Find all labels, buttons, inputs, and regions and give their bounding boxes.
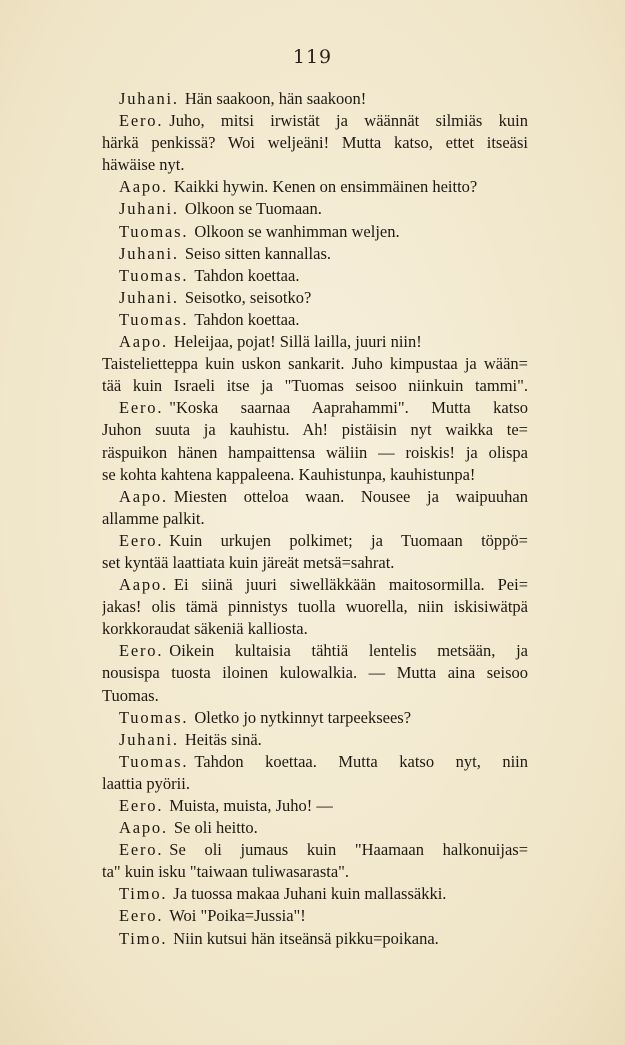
speaker-name: Tuomas. <box>119 707 189 727</box>
text-line <box>102 640 528 662</box>
speaker-name: Eero. <box>119 398 164 418</box>
speaker-name: Juhani. <box>119 729 179 749</box>
text-line <box>102 397 528 419</box>
speaker-name: Eero. <box>119 641 164 661</box>
text-line <box>102 464 528 486</box>
line-text: Tahdon koettaa. <box>194 265 300 285</box>
text-line <box>102 773 528 795</box>
speaker-name: Aapo. <box>119 177 168 197</box>
line-text: Olkoon se wanhimman weljen. <box>194 221 400 241</box>
text-line <box>102 883 528 905</box>
text-line <box>102 486 528 508</box>
line-text: Niin kutsui hän itseänsä pikku=poikana. <box>173 928 439 948</box>
text-line <box>102 574 528 596</box>
text-line <box>102 353 528 375</box>
line-text: ta" kuin isku "taiwaan tuliwasarasta". <box>102 862 350 882</box>
text-line <box>102 839 528 861</box>
line-text: Taistelietteppa kuin uskon sankarit. Juho kimpustaa ja wään= <box>102 354 528 374</box>
text-line <box>102 707 528 729</box>
text-line <box>102 729 528 751</box>
text-line <box>102 928 528 950</box>
speaker-name: Tuomas. <box>119 751 189 771</box>
text-line <box>102 243 528 265</box>
text-line <box>102 662 528 684</box>
line-text: allamme palkit. <box>102 508 205 528</box>
text-line <box>102 375 528 397</box>
line-text: tää kuin Israeli itse ja "Tuomas seisoo niinkuin tammi". <box>102 376 528 396</box>
text-line <box>102 861 528 883</box>
text-line <box>102 176 528 198</box>
text-line <box>102 265 528 287</box>
line-text: härkä penkissä? Woi weljeäni! Mutta katso, ettet itseäsi <box>102 133 528 153</box>
line-text: Juhon suuta ja kauhistu. Ah! pistäisin nyt waikka te= <box>102 420 528 440</box>
line-text: Se oli jumaus kuin "Haamaan halkonuijas= <box>169 840 528 860</box>
line-text: Kaikki hywin. Kenen on ensimmäinen heitto? <box>173 177 478 197</box>
text-line <box>102 419 528 441</box>
line-text: Olkoon se Tuomaan. <box>184 199 322 219</box>
speaker-name: Tuomas. <box>119 265 189 285</box>
line-text: set kyntää laattiata kuin järeät metsä=sahrat. <box>102 552 395 572</box>
speaker-name: Eero. <box>119 111 164 131</box>
line-text: nousispa tuosta iloinen kulowalkia. — Mutta aina seisoo <box>102 663 528 683</box>
line-text: se kohta kahtena kappaleena. Kauhistunpa, kauhistunpa! <box>102 464 476 484</box>
speaker-name: Eero. <box>119 530 164 550</box>
text-line <box>102 596 528 618</box>
line-text: Ja tuossa makaa Juhani kuin mallassäkki. <box>173 884 447 904</box>
text-line <box>102 795 528 817</box>
speaker-name: Aapo. <box>119 818 168 838</box>
speaker-name: Eero. <box>119 840 164 860</box>
speaker-name: Eero. <box>119 796 164 815</box>
speaker-name: Tuomas. <box>119 309 189 329</box>
page-number: 119 <box>292 46 333 68</box>
text-line <box>102 817 528 839</box>
text-line <box>102 905 528 927</box>
text-line <box>102 221 528 243</box>
line-text: Ei siinä juuri siwelläkkään maitosormilla. Pei= <box>173 575 528 595</box>
line-text: Miesten otteloa waan. Nousee ja waipuuhan <box>173 486 528 506</box>
line-text: Oikein kultaisia tähtiä lentelis metsään, ja <box>169 641 528 661</box>
text-line <box>102 552 528 574</box>
line-text: Oletko jo nytkinnyt tarpeeksees? <box>194 707 412 727</box>
line-text: Heitäs sinä. <box>184 729 262 749</box>
line-text: Kuin urkujen polkimet; ja Tuomaan töppö= <box>169 530 528 550</box>
text-line <box>102 618 528 640</box>
line-text: korkkoraudat säkeniä kalliosta. <box>102 619 308 639</box>
speaker-name: Juhani. <box>119 199 179 219</box>
text-line <box>102 331 528 353</box>
line-text: Heleijaa, pojat! Sillä lailla, juuri niin! <box>173 332 422 352</box>
line-text: Muista, muista, Juho! — <box>169 796 333 815</box>
line-text: Tahdon koettaa. Mutta katso nyt, niin <box>194 751 528 771</box>
speaker-name: Aapo. <box>119 332 168 352</box>
speaker-name: Juhani. <box>119 243 179 263</box>
speaker-name: Eero. <box>119 906 164 926</box>
line-text: Seisotko, seisotko? <box>184 287 312 307</box>
line-text: Se oli heitto. <box>173 818 258 838</box>
text-line <box>102 154 528 176</box>
speaker-name: Timo. <box>119 928 168 948</box>
text-line <box>102 198 528 220</box>
line-text: laattia pyörii. <box>102 773 190 793</box>
speaker-name: Tuomas. <box>119 221 189 241</box>
line-text: Tuomas. <box>102 685 159 705</box>
line-text: räspuikon hänen hampaittensa wäliin — roiskis! ja olispa <box>102 442 528 462</box>
speaker-name: Aapo. <box>119 486 168 506</box>
line-text: Juho, mitsi irwistät ja wäännät silmiäs kuin <box>169 111 528 131</box>
text-line <box>102 287 528 309</box>
text-line <box>102 530 528 552</box>
line-text: "Koska saarnaa Aaprahammi". Mutta katso <box>169 398 528 418</box>
line-text: Hän saakoon, hän saakoon! <box>184 89 367 108</box>
text-line <box>102 751 528 773</box>
text-line <box>102 442 528 464</box>
text-line <box>102 508 528 530</box>
line-text: häwäise nyt. <box>102 155 185 175</box>
text-line <box>102 309 528 331</box>
text-line <box>102 132 528 154</box>
text-line <box>102 88 528 110</box>
line-text: jakas! olis tämä pinnistys tuolla wuorella, niin iskisiwätpä <box>102 597 528 617</box>
speaker-name: Timo. <box>119 884 168 904</box>
line-text: Seiso sitten kannallas. <box>184 243 332 263</box>
dialogue-text <box>102 88 528 950</box>
speaker-name: Juhani. <box>119 287 179 307</box>
line-text: Tahdon koettaa. <box>194 309 300 329</box>
speaker-name: Aapo. <box>119 575 168 595</box>
line-text: Woi "Poika=Jussia"! <box>169 906 306 926</box>
speaker-name: Juhani. <box>119 89 179 108</box>
text-line <box>102 685 528 707</box>
text-line <box>102 110 528 132</box>
